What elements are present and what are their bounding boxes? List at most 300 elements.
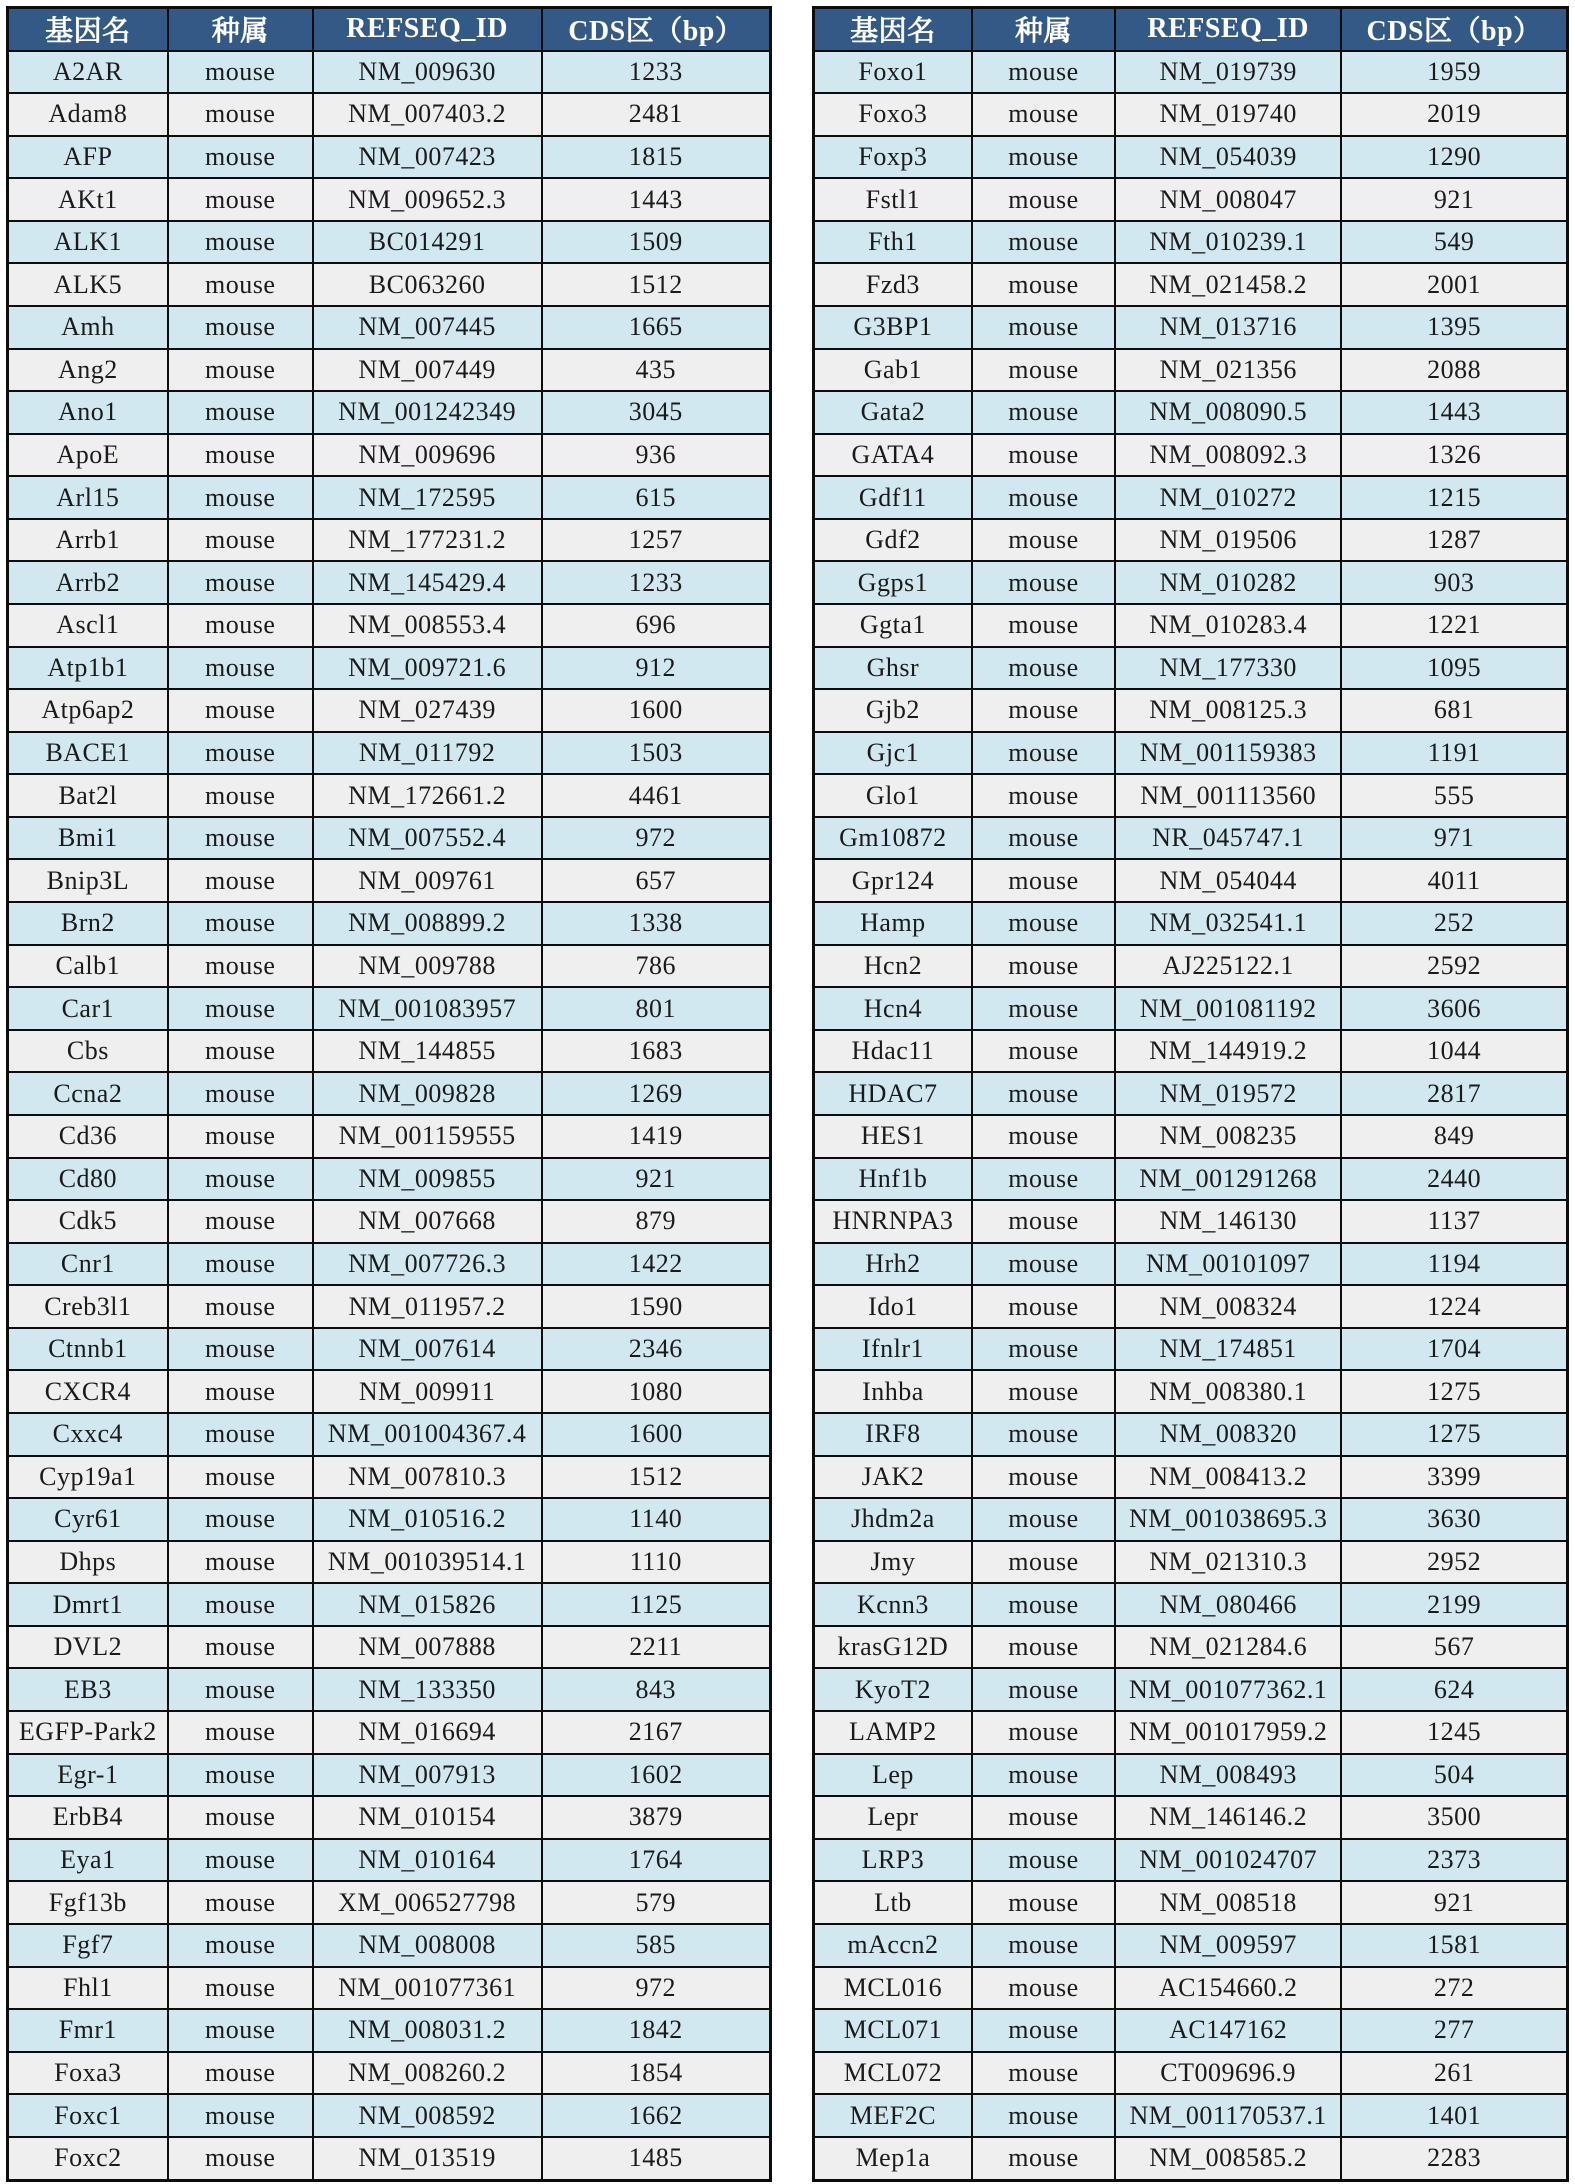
gene-name-cell: Hdac11 [814,1030,972,1073]
refseq-id-cell: NM_007888 [313,1626,542,1669]
gene-name-cell: Gata2 [814,391,972,434]
species-cell: mouse [168,1541,313,1584]
species-cell: mouse [972,2009,1115,2052]
species-cell: mouse [972,1711,1115,1754]
table-row [814,774,1568,817]
refseq-id-cell: NM_001170537.1 [1115,2094,1341,2137]
table-row [8,1839,771,1882]
species-cell: mouse [972,263,1115,306]
refseq-id-cell: NM_007403.2 [313,93,542,136]
gene-name-cell: Cd36 [8,1115,168,1158]
cds-length-cell: 2088 [1341,349,1567,392]
refseq-id-cell: NM_007810.3 [313,1456,542,1499]
table-row [814,1967,1568,2010]
gene-name-cell: Gjb2 [814,689,972,732]
species-cell: mouse [972,1796,1115,1839]
refseq-id-cell: NM_00101097 [1115,1243,1341,1286]
cds-length-cell: 3045 [542,391,771,434]
cds-length-cell: 843 [542,1668,771,1711]
refseq-id-cell: NM_009828 [313,1072,542,1115]
cds-length-cell: 624 [1341,1668,1567,1711]
refseq-id-cell: NM_007726.3 [313,1243,542,1286]
table-row [814,859,1568,902]
table-row [814,1413,1568,1456]
table-row [814,221,1568,264]
gene-name-cell: Jmy [814,1541,972,1584]
refseq-id-cell: NM_010516.2 [313,1498,542,1541]
gene-name-cell: Jhdm2a [814,1498,972,1541]
species-cell: mouse [168,2009,313,2052]
refseq-id-cell: NM_146130 [1115,1200,1341,1243]
table-row [8,561,771,604]
cds-length-cell: 1275 [1341,1413,1567,1456]
gene-name-cell: LAMP2 [814,1711,972,1754]
table-row [8,221,771,264]
species-cell: mouse [168,136,313,179]
cds-length-cell: 1110 [542,1541,771,1584]
table-row [8,51,771,94]
table-row [814,1115,1568,1158]
table-row [814,1668,1568,1711]
table-row [814,1072,1568,1115]
column-header-refseq-id: REFSEQ_ID [313,8,542,51]
cds-length-cell: 1269 [542,1072,771,1115]
table-row [814,817,1568,860]
species-cell: mouse [972,136,1115,179]
species-cell: mouse [168,1456,313,1499]
species-cell: mouse [168,1583,313,1626]
gene-name-cell: Bnip3L [8,859,168,902]
table-row [814,434,1568,477]
table-row [814,1370,1568,1413]
table-body-left [8,51,771,2181]
species-cell: mouse [168,349,313,392]
gene-name-cell: Cdk5 [8,1200,168,1243]
cds-length-cell: 1338 [542,902,771,945]
species-cell: mouse [168,51,313,94]
species-cell: mouse [972,1243,1115,1286]
species-cell: mouse [168,1967,313,2010]
refseq-id-cell: NM_009696 [313,434,542,477]
species-cell: mouse [168,945,313,988]
refseq-id-cell: NM_001038695.3 [1115,1498,1341,1541]
species-cell: mouse [168,1370,313,1413]
species-cell: mouse [168,391,313,434]
cds-length-cell: 252 [1341,902,1567,945]
column-header-gene-name: 基因名 [8,8,168,51]
species-cell: mouse [168,476,313,519]
refseq-id-cell: NM_008592 [313,2094,542,2137]
gene-name-cell: Dmrt1 [8,1583,168,1626]
cds-length-cell: 1602 [542,1754,771,1797]
gene-name-cell: Cxxc4 [8,1413,168,1456]
species-cell: mouse [972,476,1115,519]
table-row [814,2137,1568,2181]
cds-length-cell: 1662 [542,2094,771,2137]
refseq-id-cell: NM_008260.2 [313,2052,542,2095]
table-row [8,1711,771,1754]
species-cell: mouse [972,1541,1115,1584]
gene-name-cell: CXCR4 [8,1370,168,1413]
table-row [814,945,1568,988]
refseq-id-cell: NM_007445 [313,306,542,349]
refseq-id-cell: NM_010154 [313,1796,542,1839]
cds-length-cell: 1512 [542,1456,771,1499]
cds-length-cell: 936 [542,434,771,477]
species-cell: mouse [168,647,313,690]
table-row [814,136,1568,179]
cds-length-cell: 1419 [542,1115,771,1158]
species-cell: mouse [168,987,313,1030]
cds-length-cell: 567 [1341,1626,1567,1669]
refseq-id-cell: NM_008092.3 [1115,434,1341,477]
gene-name-cell: Foxc2 [8,2137,168,2181]
cds-length-cell: 585 [542,1924,771,1967]
cds-length-cell: 1125 [542,1583,771,1626]
species-cell: mouse [168,561,313,604]
gene-name-cell: Cbs [8,1030,168,1073]
gene-name-cell: Fstl1 [814,178,972,221]
refseq-id-cell: NM_032541.1 [1115,902,1341,945]
cds-length-cell: 504 [1341,1754,1567,1797]
species-cell: mouse [972,647,1115,690]
cds-length-cell: 1815 [542,136,771,179]
column-header-species: 种属 [972,8,1115,51]
cds-length-cell: 849 [1341,1115,1567,1158]
species-cell: mouse [168,1668,313,1711]
species-cell: mouse [972,306,1115,349]
species-cell: mouse [168,2094,313,2137]
gene-name-cell: Lepr [814,1796,972,1839]
cds-length-cell: 1590 [542,1285,771,1328]
cds-length-cell: 3630 [1341,1498,1567,1541]
table-row [8,1243,771,1286]
refseq-id-cell: NM_010272 [1115,476,1341,519]
refseq-id-cell: NM_080466 [1115,1583,1341,1626]
cds-length-cell: 972 [542,1967,771,2010]
table-row [814,519,1568,562]
species-cell: mouse [168,1498,313,1541]
gene-table-left [6,6,772,2182]
species-cell: mouse [168,1158,313,1201]
refseq-id-cell: BC014291 [313,221,542,264]
table-row [814,647,1568,690]
refseq-id-cell: NM_019572 [1115,1072,1341,1115]
gene-name-cell: Gjc1 [814,732,972,775]
cds-length-cell: 1287 [1341,519,1567,562]
table-row [8,2009,771,2052]
cds-length-cell: 1512 [542,263,771,306]
table-row [814,306,1568,349]
refseq-id-cell: NM_008031.2 [313,2009,542,2052]
cds-length-cell: 696 [542,604,771,647]
species-cell: mouse [168,1626,313,1669]
cds-length-cell: 1401 [1341,2094,1567,2137]
gene-name-cell: Atp1b1 [8,647,168,690]
cds-length-cell: 4461 [542,774,771,817]
cds-length-cell: 1600 [542,689,771,732]
cds-length-cell: 971 [1341,817,1567,860]
table-body-right [814,51,1568,2181]
refseq-id-cell: NM_021284.6 [1115,1626,1341,1669]
species-cell: mouse [168,1924,313,1967]
species-cell: mouse [972,1626,1115,1669]
gene-name-cell: Foxp3 [814,136,972,179]
gene-name-cell: Hcn4 [814,987,972,1030]
refseq-id-cell: XM_006527798 [313,1881,542,1924]
refseq-id-cell: NM_008324 [1115,1285,1341,1328]
gene-name-cell: Fhl1 [8,1967,168,2010]
species-cell: mouse [972,732,1115,775]
gene-name-cell: Inhba [814,1370,972,1413]
species-cell: mouse [972,902,1115,945]
gene-name-cell: AFP [8,136,168,179]
cds-length-cell: 1443 [1341,391,1567,434]
cds-length-cell: 1245 [1341,1711,1567,1754]
gene-name-cell: MCL072 [814,2052,972,2095]
cds-length-cell: 2481 [542,93,771,136]
gene-name-cell: Egr-1 [8,1754,168,1797]
gene-name-cell: ErbB4 [8,1796,168,1839]
cds-length-cell: 1290 [1341,136,1567,179]
species-cell: mouse [972,1668,1115,1711]
refseq-id-cell: NM_001159383 [1115,732,1341,775]
species-cell: mouse [168,1115,313,1158]
refseq-id-cell: NM_009597 [1115,1924,1341,1967]
species-cell: mouse [972,1498,1115,1541]
cds-length-cell: 1137 [1341,1200,1567,1243]
table-row [8,1030,771,1073]
species-cell: mouse [972,1456,1115,1499]
cds-length-cell: 2952 [1341,1541,1567,1584]
refseq-id-cell: NM_010283.4 [1115,604,1341,647]
cds-length-cell: 1191 [1341,732,1567,775]
refseq-id-cell: NM_021310.3 [1115,1541,1341,1584]
gene-name-cell: Bat2l [8,774,168,817]
refseq-id-cell: NM_144855 [313,1030,542,1073]
gene-name-cell: G3BP1 [814,306,972,349]
species-cell: mouse [972,519,1115,562]
table-row [814,732,1568,775]
species-cell: mouse [972,1328,1115,1371]
gene-name-cell: Hnf1b [814,1158,972,1201]
gene-name-cell: Ctnnb1 [8,1328,168,1371]
refseq-id-cell: NM_001077361 [313,1967,542,2010]
gene-name-cell: ApoE [8,434,168,477]
species-cell: mouse [972,434,1115,477]
refseq-id-cell: NM_008899.2 [313,902,542,945]
gene-name-cell: Amh [8,306,168,349]
gene-name-cell: Dhps [8,1541,168,1584]
refseq-id-cell: AC154660.2 [1115,1967,1341,2010]
species-cell: mouse [168,1796,313,1839]
species-cell: mouse [972,178,1115,221]
cds-length-cell: 1395 [1341,306,1567,349]
table-row [8,476,771,519]
cds-length-cell: 1764 [542,1839,771,1882]
refseq-id-cell: BC063260 [313,263,542,306]
species-cell: mouse [168,178,313,221]
species-cell: mouse [972,221,1115,264]
gene-name-cell: Ang2 [8,349,168,392]
table-row [814,391,1568,434]
cds-length-cell: 2817 [1341,1072,1567,1115]
refseq-id-cell: NM_172595 [313,476,542,519]
cds-length-cell: 3879 [542,1796,771,1839]
gene-name-cell: Mep1a [814,2137,972,2181]
cds-length-cell: 921 [1341,178,1567,221]
cds-length-cell: 2199 [1341,1583,1567,1626]
species-cell: mouse [168,1243,313,1286]
refseq-id-cell: NM_009652.3 [313,178,542,221]
gene-name-cell: Cnr1 [8,1243,168,1286]
species-cell: mouse [168,2052,313,2095]
cds-length-cell: 1044 [1341,1030,1567,1073]
gene-name-cell: Glo1 [814,774,972,817]
species-cell: mouse [972,604,1115,647]
refseq-id-cell: NM_007668 [313,1200,542,1243]
table-row [8,1413,771,1456]
cds-length-cell: 2001 [1341,263,1567,306]
refseq-id-cell: NM_009911 [313,1370,542,1413]
gene-name-cell: GATA4 [814,434,972,477]
gene-name-cell: Ltb [814,1881,972,1924]
refseq-id-cell: NM_001291268 [1115,1158,1341,1201]
refseq-id-cell: NM_001159555 [313,1115,542,1158]
species-cell: mouse [972,1881,1115,1924]
cds-length-cell: 1485 [542,2137,771,2181]
refseq-id-cell: NM_054039 [1115,136,1341,179]
gene-name-cell: Gab1 [814,349,972,392]
species-cell: mouse [168,1711,313,1754]
table-row [814,51,1568,94]
gene-name-cell: Arrb1 [8,519,168,562]
refseq-id-cell: NM_008047 [1115,178,1341,221]
gene-name-cell: Foxc1 [8,2094,168,2137]
gene-name-cell: HNRNPA3 [814,1200,972,1243]
species-cell: mouse [168,519,313,562]
cds-length-cell: 1704 [1341,1328,1567,1371]
cds-length-cell: 1665 [542,306,771,349]
gene-name-cell: Foxo3 [814,93,972,136]
species-cell: mouse [972,1839,1115,1882]
species-cell: mouse [168,774,313,817]
species-cell: mouse [972,987,1115,1030]
cds-length-cell: 879 [542,1200,771,1243]
refseq-id-cell: NM_019740 [1115,93,1341,136]
gene-name-cell: Ido1 [814,1285,972,1328]
refseq-id-cell: NM_001083957 [313,987,542,1030]
cds-length-cell: 1224 [1341,1285,1567,1328]
species-cell: mouse [972,93,1115,136]
table-row [814,349,1568,392]
species-cell: mouse [168,732,313,775]
species-cell: mouse [972,1285,1115,1328]
gene-table-right [812,6,1569,2182]
gene-name-cell: Gdf11 [814,476,972,519]
species-cell: mouse [972,1924,1115,1967]
table-row [814,561,1568,604]
refseq-id-cell: NM_177330 [1115,647,1341,690]
species-cell: mouse [168,817,313,860]
table-row [8,1583,771,1626]
species-cell: mouse [168,221,313,264]
table-row [814,2094,1568,2137]
gene-name-cell: HDAC7 [814,1072,972,1115]
table-row [8,2052,771,2095]
cds-length-cell: 681 [1341,689,1567,732]
refseq-id-cell: NM_021458.2 [1115,263,1341,306]
species-cell: mouse [972,51,1115,94]
species-cell: mouse [972,945,1115,988]
refseq-id-cell: NM_019739 [1115,51,1341,94]
species-cell: mouse [972,391,1115,434]
cds-length-cell: 2373 [1341,1839,1567,1882]
species-cell: mouse [972,774,1115,817]
species-cell: mouse [168,434,313,477]
table-row [8,349,771,392]
species-cell: mouse [972,561,1115,604]
table-row [8,391,771,434]
header-row [814,8,1568,51]
refseq-id-cell: NM_019506 [1115,519,1341,562]
refseq-id-cell: NM_013519 [313,2137,542,2181]
species-cell: mouse [168,1839,313,1882]
gene-name-cell: Hamp [814,902,972,945]
gene-name-cell: MCL016 [814,1967,972,2010]
table-row [8,604,771,647]
table-row [8,2137,771,2181]
gene-name-cell: Arrb2 [8,561,168,604]
cds-length-cell: 2167 [542,1711,771,1754]
gene-name-cell: Kcnn3 [814,1583,972,1626]
gene-name-cell: BACE1 [8,732,168,775]
refseq-id-cell: NR_045747.1 [1115,817,1341,860]
gene-name-cell: Eya1 [8,1839,168,1882]
gene-name-cell: Bmi1 [8,817,168,860]
refseq-id-cell: NM_011792 [313,732,542,775]
cds-length-cell: 1600 [542,1413,771,1456]
table-row [8,732,771,775]
table-row [8,1626,771,1669]
gene-name-cell: Gpr124 [814,859,972,902]
refseq-id-cell: AJ225122.1 [1115,945,1341,988]
species-cell: mouse [972,1030,1115,1073]
column-header-refseq-id: REFSEQ_ID [1115,8,1341,51]
gene-name-cell: ALK5 [8,263,168,306]
table-row [814,476,1568,519]
cds-length-cell: 277 [1341,2009,1567,2052]
cds-length-cell: 615 [542,476,771,519]
refseq-id-cell: NM_007913 [313,1754,542,1797]
gene-name-cell: Arl15 [8,476,168,519]
species-cell: mouse [972,2094,1115,2137]
cds-length-cell: 435 [542,349,771,392]
refseq-id-cell: NM_145429.4 [313,561,542,604]
table-row [8,1200,771,1243]
refseq-id-cell: NM_009721.6 [313,647,542,690]
gene-name-cell: LRP3 [814,1839,972,1882]
table-row [814,1583,1568,1626]
cds-length-cell: 921 [1341,1881,1567,1924]
refseq-id-cell: NM_008008 [313,1924,542,1967]
table-row [8,136,771,179]
species-cell: mouse [972,1583,1115,1626]
cds-length-cell: 2283 [1341,2137,1567,2181]
cds-length-cell: 1443 [542,178,771,221]
table-row [814,1796,1568,1839]
table-row [814,1881,1568,1924]
